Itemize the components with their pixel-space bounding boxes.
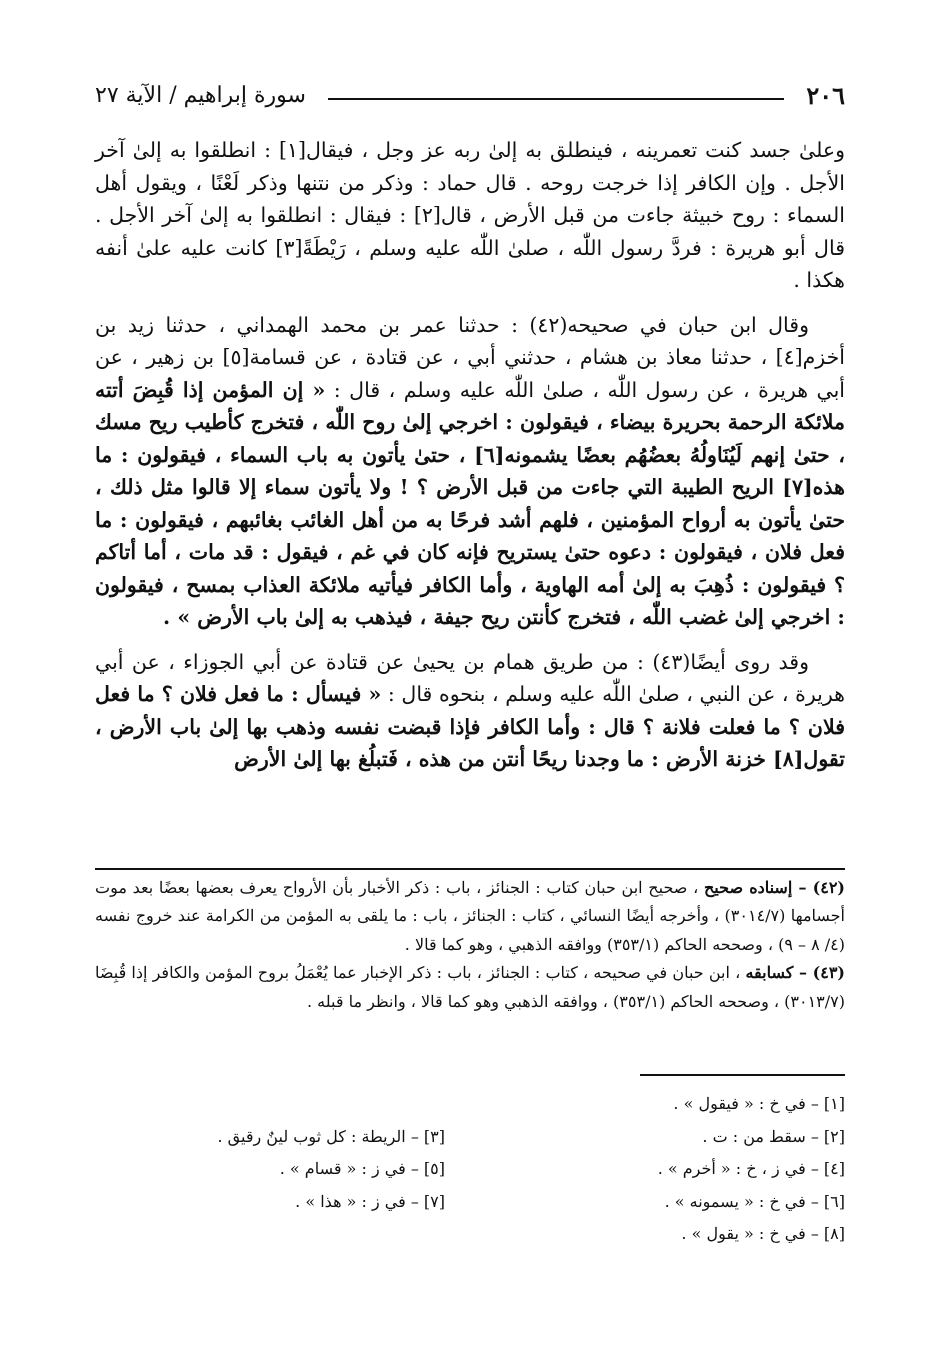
page-header: [95, 78, 845, 112]
footnote-rule: [95, 868, 845, 870]
variant-note-7: [٧] – في ز : « هذا » .: [295, 1191, 445, 1211]
variants-rule: [640, 1074, 845, 1076]
variants-right-column: [505, 1088, 845, 1251]
variants-left-column: [95, 1088, 445, 1218]
paragraph-1: [95, 134, 845, 297]
footnotes: [95, 868, 845, 1016]
paragraph-2: [95, 309, 845, 634]
variant-note-8: [٨] – في خ : « يقول » .: [681, 1224, 845, 1244]
footnote-42-label: (٤٢) – إسناده صحيح: [703, 877, 845, 897]
footnote-43: [95, 959, 845, 1016]
variant-note-3: [٣] – الريطة : كل ثوب لينٌ رقيق .: [217, 1126, 445, 1146]
paragraph-3-intro: وقد روى أيضًا(٤٣) : من طريق همام بن يحيىٰ عن قتادة عن أبي الجوزاء ، عن أبي هريرة ، عن النبي ، صلىٰ اللّٰه عليه وسلم ، بنحوه قال :: [95, 649, 845, 706]
footnote-43-label: (٤٣) – كسابقه: [745, 963, 845, 982]
footnote-43-text: ، ابن حبان في صحيحه ، كتاب : الجنائز ، باب : ذكر الإخبار عما يُعْمَلُ بروح المؤمن والكافر إذا قُبِضَا (٣٠١٣/٧) ، وصححه الحاكم (٣٥٣/١) ، ووافقه الذهبي وهو كما قالا ، وانظر ما قبله .: [95, 963, 845, 1011]
paragraph-3-hadith: « فيسأل : ما فعل فلان ؟ ما فعل فلان ؟ ما فعلت فلانة ؟ قال : وأما الكافر فإذا قبضت نفسه وذهب بها إلىٰ باب الأرض ، تقول[٨] خزنة الأرض : ما وجدنا ريحًا أنتن من هذه ، فَتبلُغ بها إلىٰ الأرض: [95, 682, 845, 771]
manuscript-variants: [95, 1088, 845, 1268]
paragraph-3: [95, 646, 845, 776]
variant-note-4: [٤] – في ز ، خ : « أخرم » .: [657, 1159, 845, 1179]
header-rule: [328, 98, 784, 100]
page-number: ٢٠٦: [806, 80, 845, 110]
footnote-42-text: ، صحيح ابن حبان كتاب : الجنائز ، باب : ذكر الأخبار بأن الأرواح يعرف بعضها بعضًا بعد موت أجسامها (٣٠١٤/٧) ، وأخرجه أيضًا النسائي ، كتاب : الجنائز ، باب : ما يلقى به المؤمن من الكرامة عند خروج نفسه (٤/ ٨ – ٩) ، وصححه الحاكم (٣٥٣/١) ووافقه الذهبي ، وهو كما قالا .: [95, 877, 845, 954]
variant-note-6: [٦] – في خ : « يسمونه » .: [664, 1191, 845, 1211]
footnote-42: [95, 874, 845, 960]
variant-note-1: [١] – في خ : « فيقول » .: [673, 1094, 845, 1113]
paragraph-2-intro: وقال ابن حبان في صحيحه(٤٢) : حدثنا عمر بن محمد الهمداني ، حدثنا زيد بن أخزم[٤] ، حدثنا معاذ بن هشام ، حدثني أبي ، عن قتادة ، عن قسامة[٥] بن زهير ، عن أبي هريرة ، عن رسول اللّٰه ، صلىٰ اللّٰه عليه وسلم ، قال :: [95, 312, 846, 402]
paragraph-1-text: وعلىٰ جسد كنت تعمرينه ، فينطلق به إلىٰ ربه عز وجل ، فيقال[١] : انطلقوا به إلىٰ آخر الأجل . وإن الكافر إذا خرجت روحه . قال حماد : وذكر من نتنها وذكر لَعْنًا ، ويقول أهل السماء : روح خبيثة جاءت من قبل الأرض ، قال[٢] : فيقال : انطلقوا به إلىٰ آخر الأجل . قال أبو هريرة : فردَّ رسول اللّٰه ، صلىٰ اللّٰه عليه وسلم ، رَيْطَةً[٣] كانت عليه علىٰ أنفه هكذا .: [95, 138, 846, 292]
surah-title: سورة إبراهيم / الآية ٢٧: [95, 82, 306, 108]
main-text: [95, 134, 845, 788]
variant-note-5: [٥] – في ز : « قسام » .: [279, 1159, 445, 1179]
paragraph-2-hadith: « إن المؤمن إذا قُبِضَ أتته ملائكة الرحمة بحريرة بيضاء ، فيقولون : اخرجي إلىٰ روح اللّٰه ، فتخرج كأطيب ريح مسك ، حتىٰ إنهم لَيُنَاولُهُ بعضُهُم بعضًا يشمونه[٦] ، حتىٰ يأتون به باب السماء ، فيقولون : ما هذه[٧] الريح الطيبة التي جاءت من قبل الأرض ؟ ! ولا يأتون سماء إلا قالوا مثل ذلك ، حتىٰ يأتون به أرواح المؤمنين ، فلهم أشد فرحًا به من أهل الغائب بغائبهم ، فيقولون : ما فعل فلان ، فيقولون : دعوه حتىٰ يستريح فإنه كان في غم ، فيقول : قد مات ، أما أتاكم ؟ فيقولون : ذُهِبَ به إلىٰ أمه الهاوية ، وأما الكافر فيأتيه ملائكة العذاب بمسح ، فيقولون : اخرجي إلىٰ غضب اللّٰه ، فتخرج كأنتن ريح جيفة ، فيذهب به إلىٰ باب الأرض » .: [95, 377, 845, 629]
variant-note-2: [٢] – سقط من : ت .: [702, 1126, 845, 1146]
